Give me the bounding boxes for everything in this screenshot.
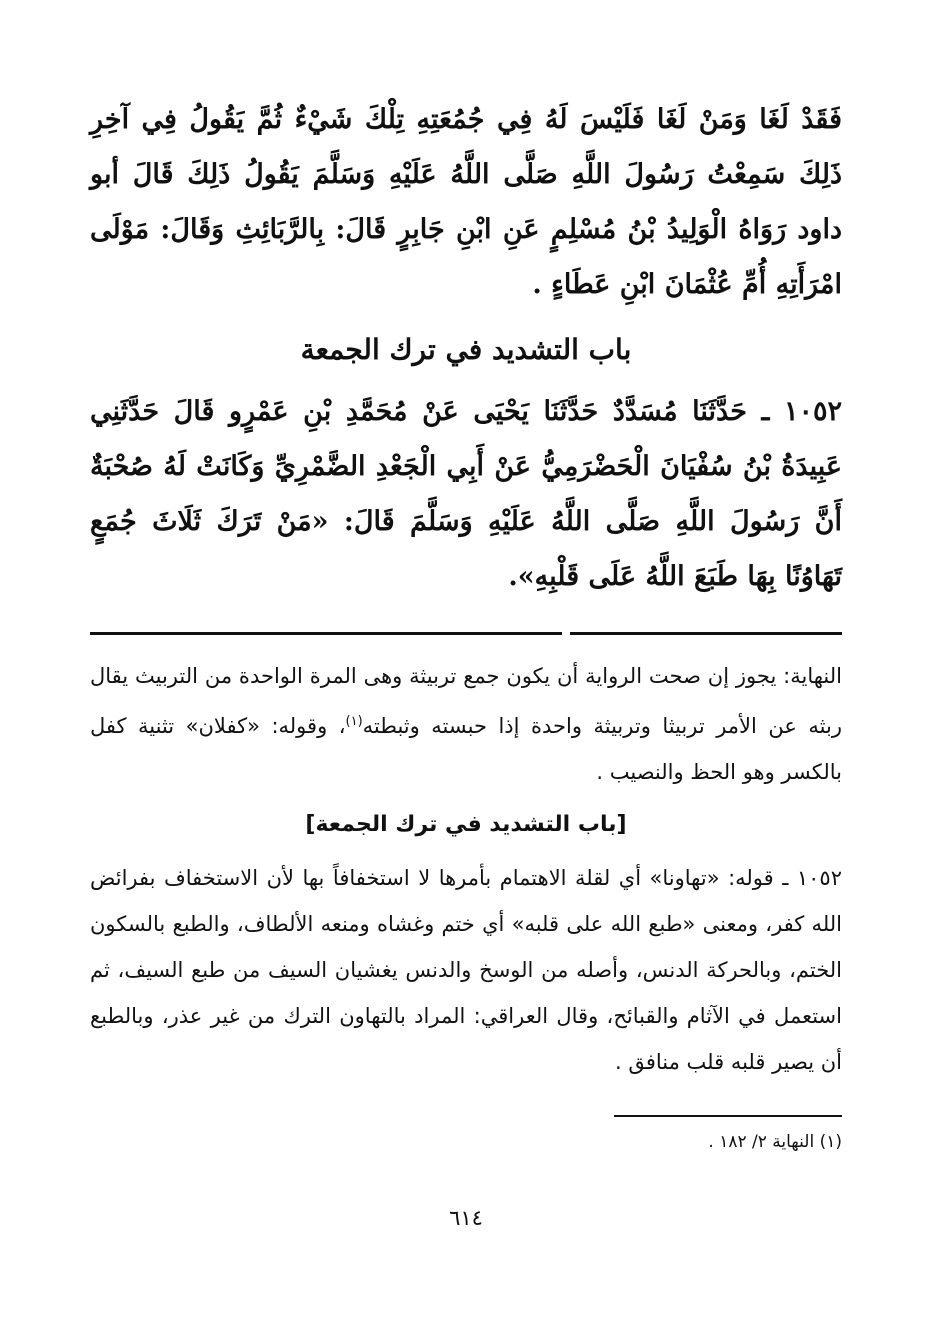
footnote-separator (614, 1115, 842, 1117)
separator-right (570, 632, 842, 635)
commentary-1052: ١٠٥٢ ـ قوله: «تهاونا» أي لقلة الاهتمام بأمرها لا استخفافاً بها لأن الاستخفاف بفرائض الله كفر، ومعنى «طبع الله على قلبه» أي ختم وغشاه ومنعه الألطاف، والطبع بالسكون الختم، وبالحركة الدنس، وأصله من الوسخ والدنس يغشيان السيف من طبع السيف، ثم استعمل في الآثام والقبائح، وقال العراقي: المراد بالتهاون الترك من غير عذر، وبالطبع أن يصير قلبه قلب منافق . (90, 866, 842, 1074)
text-commentary-separator (90, 632, 842, 635)
hadith-number: ١٠٥٢ (784, 396, 843, 427)
commentary-nihaya-text-end: ، وقوله: «كفلان» تثنية كفل بالكسر وهو الحظ والنصيب . (90, 714, 842, 784)
hadith-continuation: فَقَدْ لَغَا وَمَنْ لَغَا فَلَيْسَ لَهُ فِي جُمُعَتِهِ تِلْكَ شَيْءٌ ثُمَّ يَقُولُ فِي آخِرِ ذَلِكَ سَمِعْتُ رَسُولَ اللَّهِ صَلَّى اللَّهُ عَلَيْهِ وَسَلَّمَ يَقُولُ ذَلِكَ قَالَ أبو داود رَوَاهُ الْوَلِيدُ بْنُ مُسْلِمٍ عَنِ ابْنِ جَابِرٍ قَالَ: بِالرَّبَائِثِ وَقَالَ: مَوْلَى امْرَأَتِهِ أُمِّ عُثْمَانَ ابْنِ عَطَاءٍ . (90, 104, 842, 300)
commentary-chapter-title: [باب التشديد في ترك الجمعة] (305, 812, 627, 837)
separator-left (90, 632, 562, 635)
footnote-ref: (١) (345, 714, 363, 729)
page-content (90, 92, 842, 1157)
chapter-title: باب التشديد في ترك الجمعة (300, 333, 632, 366)
commentary-nihaya-text: النهاية: يجوز إن صحت الرواية أن يكون جمع تربيثة وهى المرة الواحدة من التربيث يقال ربثه عن الأمر تربيثا وتربيثة واحدة إذا حبسته وثبطته (90, 664, 842, 738)
footnote: (١) النهاية ٢/ ١٨٢ . (708, 1132, 842, 1152)
page-number: ٦١٤ (449, 1206, 483, 1230)
commentary-nihaya (90, 653, 842, 795)
hadith-1052 (90, 384, 842, 604)
hadith-text: ـ حَدَّثَنَا مُسَدَّدٌ حَدَّثَنَا يَحْيَى عَنْ مُحَمَّدِ بْنِ عَمْرٍو قَالَ حَدَّثَنِي عَبِيدَةُ بْنُ سُفْيَانَ الْحَضْرَمِيُّ عَنْ أَبِي الْجَعْدِ الضَّمْرِيِّ وَكَانَتْ لَهُ صُحْبَةٌ أَنَّ رَسُولَ اللَّهِ صَلَّى اللَّهُ عَلَيْهِ وَسَلَّمَ قَالَ: «مَنْ تَرَكَ ثَلَاثَ جُمَعٍ تَهَاوُنًا بِهَا طَبَعَ اللَّهُ عَلَى قَلْبِهِ». (90, 396, 842, 592)
